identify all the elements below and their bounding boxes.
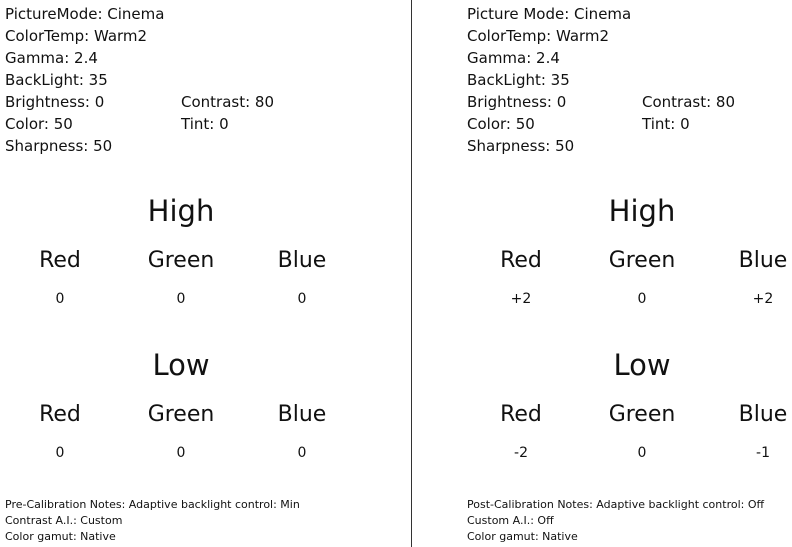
low-red-label: Red: [39, 402, 81, 427]
calibration-note: Custom A.I.: Off: [467, 514, 554, 527]
color-temp-setting: ColorTemp: Warm2: [5, 27, 148, 45]
high-blue-label: Blue: [277, 248, 327, 273]
high-heading: High: [147, 194, 215, 228]
tint-setting: Tint: 0: [642, 115, 690, 133]
low-blue-value: -1: [756, 445, 770, 461]
high-blue-label: Blue: [738, 248, 788, 273]
color-setting: Color: 50: [467, 115, 535, 133]
high-green-label: Green: [608, 248, 676, 273]
high-green-value: 0: [176, 291, 186, 307]
color-setting: Color: 50: [5, 115, 73, 133]
panel-divider: [411, 0, 412, 547]
low-green-label: Green: [147, 402, 215, 427]
picture-mode-setting: Picture Mode: Cinema: [467, 5, 632, 23]
calibration-note: Contrast A.I.: Custom: [5, 514, 123, 527]
low-heading: Low: [613, 348, 671, 382]
calibration-note: Color gamut: Native: [467, 530, 578, 543]
calibration-note: Pre-Calibration Notes: Adaptive backlight control: Min: [5, 498, 300, 511]
high-green-value: 0: [637, 291, 647, 307]
gamma-setting: Gamma: 2.4: [5, 49, 98, 67]
low-blue-label: Blue: [277, 402, 327, 427]
low-green-label: Green: [608, 402, 676, 427]
low-red-label: Red: [500, 402, 542, 427]
low-blue-value: 0: [297, 445, 307, 461]
low-red-value: -2: [514, 445, 528, 461]
high-red-label: Red: [39, 248, 81, 273]
contrast-setting: Contrast: 80: [181, 93, 275, 111]
high-green-label: Green: [147, 248, 215, 273]
picture-mode-setting: PictureMode: Cinema: [5, 5, 165, 23]
high-red-value: 0: [55, 291, 65, 307]
high-blue-value: 0: [297, 291, 307, 307]
backlight-setting: BackLight: 35: [5, 71, 108, 89]
gamma-setting: Gamma: 2.4: [467, 49, 560, 67]
backlight-setting: BackLight: 35: [467, 71, 570, 89]
color-temp-setting: ColorTemp: Warm2: [467, 27, 610, 45]
sharpness-setting: Sharpness: 50: [5, 137, 113, 155]
low-heading: Low: [152, 348, 210, 382]
calibration-note: Post-Calibration Notes: Adaptive backlight control: Off: [467, 498, 765, 511]
sharpness-setting: Sharpness: 50: [467, 137, 575, 155]
low-green-value: 0: [176, 445, 186, 461]
high-blue-value: +2: [752, 291, 774, 307]
high-heading: High: [608, 194, 676, 228]
low-red-value: 0: [55, 445, 65, 461]
high-red-label: Red: [500, 248, 542, 273]
low-blue-label: Blue: [738, 402, 788, 427]
low-green-value: 0: [637, 445, 647, 461]
tint-setting: Tint: 0: [181, 115, 229, 133]
high-red-value: +2: [510, 291, 532, 307]
brightness-setting: Brightness: 0: [467, 93, 567, 111]
post-calibration-panel: [462, 0, 792, 547]
brightness-setting: Brightness: 0: [5, 93, 105, 111]
calibration-note: Color gamut: Native: [5, 530, 116, 543]
contrast-setting: Contrast: 80: [642, 93, 736, 111]
